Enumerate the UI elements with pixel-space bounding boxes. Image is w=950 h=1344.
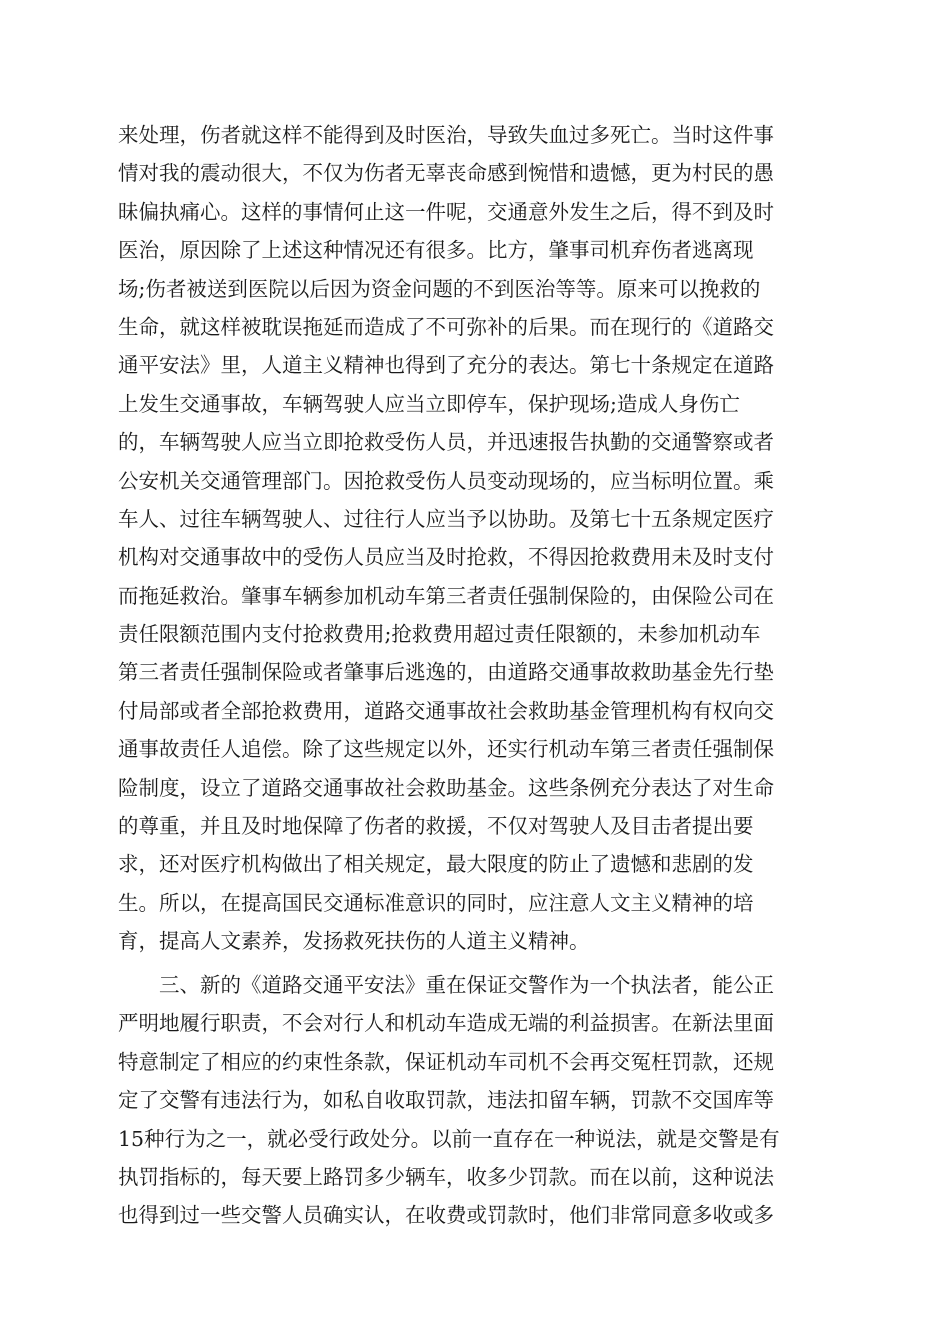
text-line: 机构对交通事故中的受伤人员应当及时抢救，不得因抢救费用未及时支付 — [118, 545, 774, 570]
text-line: 三、新的《道路交通平安法》重在保证交警作为一个执法者，能公正 — [118, 973, 774, 997]
text-line: 而拖延救治。肇事车辆参加机动车第三者责任强制保险的，由保险公司在 — [118, 583, 774, 608]
text-line: 的，车辆驾驶人应当立即抢救受伤人员，并迅速报告执勤的交通警察或者 — [118, 430, 774, 455]
text-line: 15种行为之一，就必受行政处分。以前一直存在一种说法，就是交警是有 — [118, 1126, 780, 1151]
text-line: 也得到过一些交警人员确实认，在收费或罚款时，他们非常同意多收或多 — [118, 1203, 774, 1228]
text-line: 特意制定了相应的约束性条款，保证机动车司机不会再交冤枉罚款，还规 — [118, 1049, 774, 1074]
text-line: 付局部或者全部抢救费用，道路交通事故社会救助基金管理机构有权向交 — [118, 698, 774, 723]
text-line: 求，还对医疗机构做出了相关规定，最大限度的防止了遗憾和悲剧的发 — [118, 852, 754, 877]
text-line: 第三者责任强制保险或者肇事后逃逸的，由道路交通事故救助基金先行垫 — [118, 660, 774, 685]
text-line: 昧偏执痛心。这样的事情何止这一件呢，交通意外发生之后，得不到及时 — [118, 199, 774, 224]
text-line: 车人、过往车辆驾驶人、过往行人应当予以协助。及第七十五条规定医疗 — [118, 506, 774, 531]
text-line: 场;伤者被送到医院以后因为资金问题的不到医治等等。原来可以挽救的 — [118, 276, 761, 301]
paragraph-section-three — [118, 966, 838, 1235]
text-line: 险制度，设立了道路交通事故社会救助基金。这些条例充分表达了对生命 — [118, 775, 774, 800]
text-line: 育，提高人文素养，发扬救死扶伤的人道主义精神。 — [118, 929, 590, 954]
text-line: 生。所以，在提高国民交通标准意识的同时，应注意人文主义精神的培 — [118, 890, 754, 915]
text-line: 通事故责任人追偿。除了这些规定以外，还实行机动车第三者责任强制保 — [118, 737, 774, 762]
text-line: 通平安法》里，人道主义精神也得到了充分的表达。第七十条规定在道路 — [118, 353, 774, 378]
text-line: 来处理，伤者就这样不能得到及时医治，导致失血过多死亡。当时这件事 — [118, 123, 774, 147]
text-line: 严明地履行职责，不会对行人和机动车造成无端的利益损害。在新法里面 — [118, 1011, 774, 1036]
text-line: 执罚指标的，每天要上路罚多少辆车，收多少罚款。而在以前，这种说法 — [118, 1164, 774, 1189]
text-line: 公安机关交通管理部门。因抢救受伤人员变动现场的，应当标明位置。乘 — [118, 468, 774, 493]
text-line: 生命，就这样被耽误拖延而造成了不可弥补的后果。而在现行的《道路交 — [118, 314, 774, 339]
text-line: 责任限额范围内支付抢救费用;抢救费用超过责任限额的，未参加机动车 — [118, 622, 761, 647]
text-line: 的尊重，并且及时地保障了伤者的救援，不仅对驾驶人及目击者提出要 — [118, 814, 754, 839]
paragraph-humanitarian-spirit — [118, 116, 838, 961]
text-line: 情对我的震动很大，不仅为伤者无辜丧命感到惋惜和遗憾，更为村民的愚 — [118, 161, 774, 186]
text-line: 医治，原因除了上述这种情况还有很多。比方，肇事司机弃伤者逃离现 — [118, 238, 754, 263]
text-line: 上发生交通事故，车辆驾驶人应当立即停车，保护现场;造成人身伤亡 — [118, 391, 740, 416]
text-line: 定了交警有违法行为，如私自收取罚款，违法扣留车辆，罚款不交国库等 — [118, 1088, 774, 1113]
